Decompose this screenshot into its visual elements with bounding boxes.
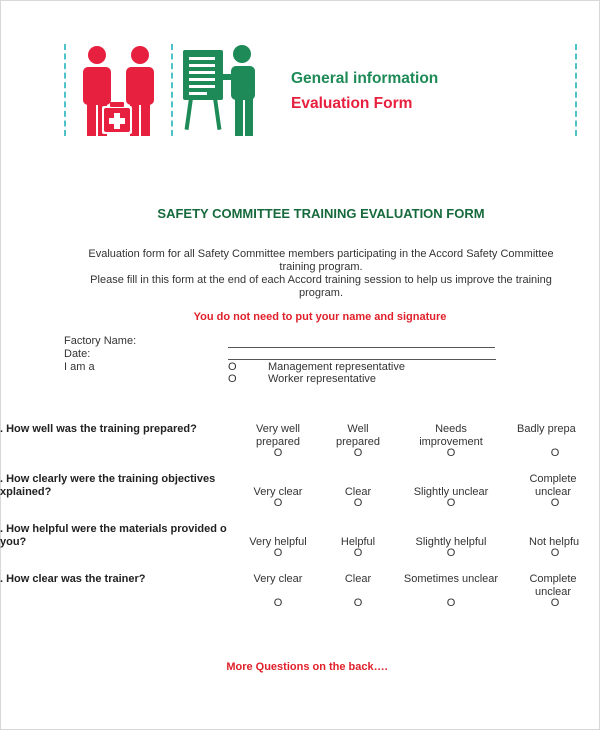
answer-4-sometimes-unclear: Sometimes unclear bbox=[403, 573, 499, 585]
radio-3-4[interactable]: O bbox=[550, 547, 560, 559]
radio-4-1[interactable]: O bbox=[273, 597, 283, 609]
answer-2-very-clear: Very clear bbox=[253, 486, 303, 498]
answer-3-not-helpful: Not helpfu bbox=[529, 536, 580, 548]
radio-4-3[interactable]: O bbox=[446, 597, 456, 609]
answer-3-helpful: Helpful bbox=[340, 536, 376, 548]
answer-2-completely-unclear: Complete unclear bbox=[529, 473, 577, 498]
question-1: . How well was the training prepared? bbox=[0, 423, 197, 435]
header-evaluation-form: Evaluation Form bbox=[291, 95, 413, 112]
anonymity-notice: You do not need to put your name and signature bbox=[193, 311, 447, 323]
dashed-divider-left bbox=[64, 44, 66, 136]
role-label: I am a bbox=[64, 361, 95, 373]
question-3: . How helpful were the materials provided o you? bbox=[0, 523, 227, 548]
question-4: . How clear was the trainer? bbox=[0, 573, 146, 585]
radio-1-2[interactable]: O bbox=[353, 447, 363, 459]
radio-3-1[interactable]: O bbox=[273, 547, 283, 559]
more-questions-note: More Questions on the back…. bbox=[226, 661, 388, 673]
radio-2-1[interactable]: O bbox=[273, 497, 283, 509]
radio-2-4[interactable]: O bbox=[550, 497, 560, 509]
radio-2-3[interactable]: O bbox=[446, 497, 456, 509]
answer-1-well-prepared: Well prepared bbox=[335, 423, 381, 448]
answer-3-slightly-helpful: Slightly helpful bbox=[415, 536, 487, 548]
dashed-divider-middle bbox=[171, 44, 173, 136]
date-label: Date: bbox=[64, 348, 91, 360]
intro-text bbox=[70, 248, 572, 300]
radio-1-3[interactable]: O bbox=[446, 447, 456, 459]
radio-4-4[interactable]: O bbox=[550, 597, 560, 609]
factory-name-label: Factory Name: bbox=[64, 335, 137, 347]
radio-4-2[interactable]: O bbox=[353, 597, 363, 609]
answer-1-badly-prepared: Badly prepa bbox=[517, 423, 576, 435]
role-option-worker: Worker representative bbox=[268, 373, 377, 385]
radio-1-4[interactable]: O bbox=[550, 447, 560, 459]
radio-3-3[interactable]: O bbox=[446, 547, 456, 559]
intro-paragraph-2: Please fill in this form at the end of each Accord training session to help us improve the training program. bbox=[90, 274, 552, 299]
role-radio-worker[interactable]: O bbox=[228, 373, 237, 385]
answer-2-slightly-unclear: Slightly unclear bbox=[413, 486, 489, 498]
dashed-divider-right bbox=[575, 44, 577, 136]
answer-1-very-well-prepared: Very well prepared bbox=[255, 423, 301, 448]
question-2: . How clearly were the training objectives xplained? bbox=[0, 473, 216, 498]
radio-3-2[interactable]: O bbox=[353, 547, 363, 559]
answer-4-very-clear: Very clear bbox=[253, 573, 303, 585]
radio-2-2[interactable]: O bbox=[353, 497, 363, 509]
role-option-management: Management representative bbox=[268, 361, 405, 373]
answer-4-completely-unclear: Complete unclear bbox=[529, 573, 577, 598]
date-field[interactable] bbox=[228, 359, 496, 360]
header-general-information: General information bbox=[291, 70, 439, 87]
answer-1-needs-improvement: Needs improvement bbox=[419, 423, 483, 448]
form-title: SAFETY COMMITTEE TRAINING EVALUATION FORM bbox=[157, 206, 485, 221]
answer-2-clear: Clear bbox=[344, 486, 372, 498]
intro-paragraph-1: Evaluation form for all Safety Committee members participating in the Accord Safety Committee training program. bbox=[88, 248, 554, 273]
first-aid-people-icon bbox=[80, 44, 160, 138]
answer-3-very-helpful: Very helpful bbox=[249, 536, 307, 548]
role-radio-management[interactable]: O bbox=[228, 361, 237, 373]
presenter-board-icon bbox=[180, 44, 268, 138]
factory-name-field[interactable] bbox=[228, 347, 495, 348]
radio-1-1[interactable]: O bbox=[273, 447, 283, 459]
answer-4-clear: Clear bbox=[344, 573, 372, 585]
